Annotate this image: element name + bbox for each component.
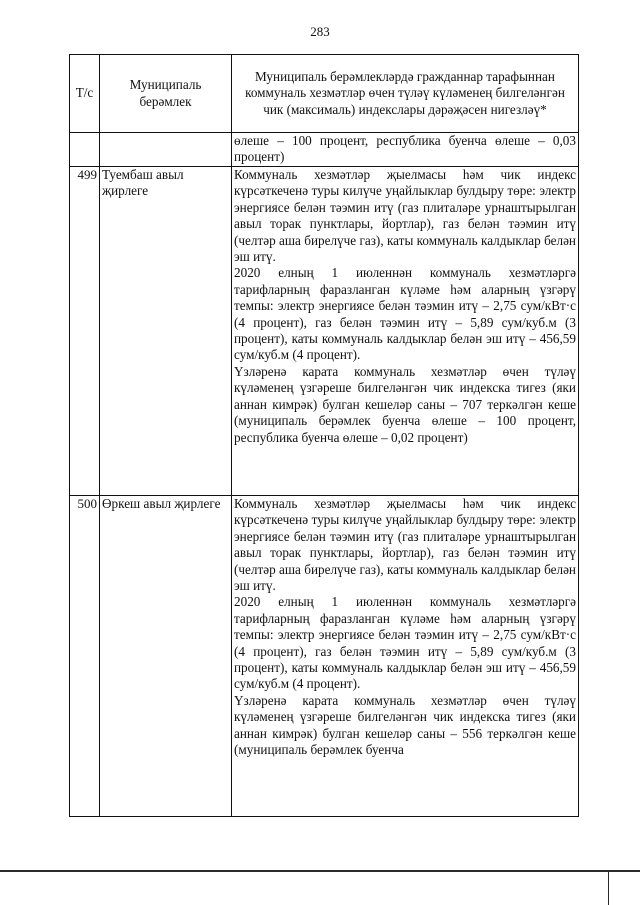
row-description [232, 496, 579, 817]
table-row [70, 496, 579, 817]
continuation-number-cell [70, 133, 100, 167]
row-description [232, 167, 579, 496]
row-municipality: Өркеш авыл җирлеге [100, 496, 232, 817]
row-number: 499 [70, 167, 100, 496]
row-paragraph-tariffs: 2020 елның 1 июленнән коммуналь хезмәтләргә тарифларның фаразланган күләме һәм аларның үзгәрү темпы: электр энергиясе белән тәэмин итү – 2,75 сум/кВт·с (4 процент), газ белән тәэмин итү – 5,89 сум/куб.м (3 процент), каты коммуналь калдыклар белән эш итү – 456,59 сум/куб.м (4 процент). [234, 265, 576, 363]
header-number: Т/с [70, 55, 100, 133]
page-number: 283 [310, 24, 330, 39]
header-description: Муниципаль берәмлекләрдә гражданнар тарафыннан коммуналь хезмәтләр өчен түләү күләменең билгеләнгән чик (максималь) индекслары дәрәҗәсен нигезләү* [232, 55, 579, 133]
row-paragraph-population: Үзләренә карата коммуналь хезмәтләр өчен түләү күләменең үзгәреше билгеләнгән чик индекска тигез (яки аннан кимрәк) булган кешеләр саны – 556 теркәлгән кеше (муниципаль берәмлек буенча [234, 692, 576, 758]
table-header-row [70, 55, 579, 133]
row-paragraph-amenities: Коммуналь хезмәтләр җыелмасы һәм чик индекс күрсәткеченә туры килүче уңайлыклар булдыру төре: электр энергиясе белән тәэмин итү (газ плиталәре урнаштырылган авыл торак пунктлары, йортлар), газ белән тәэмин итү (челтәр аша бирелүче газ), каты коммуналь калдыклар белән эш итү. [234, 167, 576, 265]
header-municipality: Муниципаль берәмлек [100, 55, 232, 133]
row-number: 500 [70, 496, 100, 817]
row-municipality: Туембаш авыл җирлеге [100, 167, 232, 496]
tariff-index-table [69, 54, 579, 817]
continuation-text: өлеше – 100 процент, республика буенча өлеше – 0,03 процент) [234, 133, 576, 165]
row-paragraph-population: Үзләренә карата коммуналь хезмәтләр өчен түләү күләменең үзгәреше билгеләнгән чик индекска тигез (яки аннан кимрәк) булган кешеләр саны – 707 теркәлгән кеше (муниципаль берәмлек буенча өлеше – 100 процент, республика буенча өлеше – 0,02 процент) [234, 363, 576, 445]
table-row-continuation [70, 133, 579, 167]
row-paragraph-tariffs: 2020 елның 1 июленнән коммуналь хезмәтләргә тарифларның фаразланган күләме һәм аларның үзгәрү темпы: электр энергиясе белән тәэмин итү – 2,75 сум/кВт·с (4 процент), газ белән тәэмин итү – 5,89 сум/куб.м (3 процент), каты коммуналь калдыклар белән эш итү – 456,59 сум/куб.м (4 процент). [234, 594, 576, 692]
scan-bottom-edge [0, 870, 640, 872]
continuation-municipality-cell [100, 133, 232, 167]
continuation-text-cell [232, 133, 579, 167]
row-paragraph-amenities: Коммуналь хезмәтләр җыелмасы һәм чик индекс күрсәткеченә туры килүче уңайлыклар булдыру төре: электр энергиясе белән тәэмин итү (газ плиталәре урнаштырылган авыл торак пунктлары, йортлар), газ белән тәэмин итү (челтәр аша бирелүче газ), каты коммуналь калдыклар белән эш итү. [234, 496, 576, 594]
scan-right-edge [608, 870, 609, 905]
table-row [70, 167, 579, 496]
